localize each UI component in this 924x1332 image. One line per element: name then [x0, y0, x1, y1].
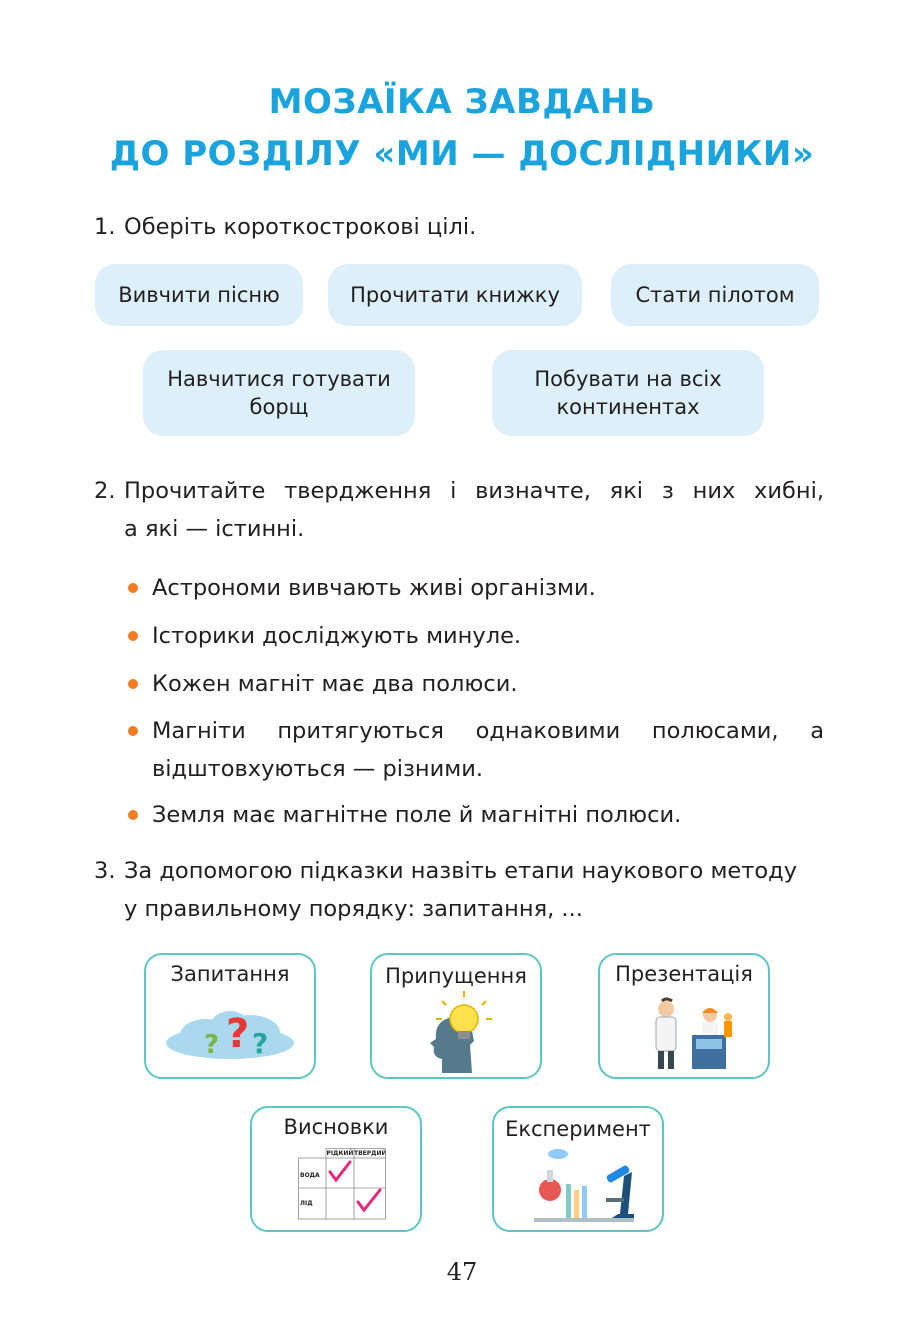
- svg-text:?: ?: [252, 1027, 269, 1060]
- card-conclusions: [250, 1106, 422, 1232]
- title-line-2: ДО РОЗДІЛУ «МИ — ДОСЛІДНИКИ»: [109, 134, 815, 174]
- table-header-liquid: РІДКИЙ: [326, 1150, 354, 1157]
- title-line-1: МОЗАЇКА ЗАВДАНЬ: [268, 82, 656, 122]
- goal-pill[interactable]: Прочитати книжку: [328, 264, 582, 326]
- statement-text: Магніти притягуються однаковими полюсами, а відштовхуються — різними.: [152, 718, 824, 782]
- statement-item: [128, 712, 824, 788]
- lightbulb-head-icon: [372, 987, 540, 1075]
- goal-pill[interactable]: [492, 350, 764, 436]
- task-3-text-line-2: у правильному порядку: запитання, ...: [124, 896, 583, 922]
- task-2-text-line-2: а які — істинні.: [124, 516, 305, 542]
- table-row-water: ВОДА: [300, 1172, 320, 1179]
- goal-pill[interactable]: Вивчити пісню: [95, 264, 303, 326]
- table-header-solid: ТВЕРДИЙ: [354, 1150, 387, 1157]
- page-title: [0, 76, 924, 180]
- goal-pill-text: Навчитися готувати борщ: [167, 367, 391, 419]
- card-label: Висновки: [283, 1115, 389, 1139]
- card-label: Припущення: [385, 964, 527, 988]
- bullet-dot-icon: [128, 810, 138, 820]
- svg-text:?: ?: [226, 1011, 250, 1057]
- statement-text: Кожен магніт має два полюси.: [152, 671, 518, 697]
- bullet-dot-icon: [128, 583, 138, 593]
- svg-text:?: ?: [204, 1030, 220, 1060]
- card-question: [144, 953, 316, 1079]
- page-number: 47: [446, 1258, 478, 1286]
- task-3-number: 3.: [94, 858, 116, 884]
- task-2-text-line-1: Прочитайте твердження і визначте, які з них хибні,: [124, 478, 824, 504]
- table-grid: [298, 1148, 386, 1220]
- statement-text: Історики досліджують минуле.: [152, 623, 522, 649]
- scientists-icon: [600, 987, 768, 1075]
- lab-equipment-icon: [494, 1140, 662, 1228]
- card-label: Експеримент: [505, 1117, 651, 1141]
- task-3-text-line-1: За допомогою підказки назвіть етапи наукового методу: [124, 858, 798, 884]
- task-3-prompt: [94, 852, 834, 932]
- goal-pill[interactable]: Стати пілотом: [611, 264, 819, 326]
- card-label: Запитання: [170, 962, 290, 986]
- task-1-number: 1.: [94, 214, 116, 240]
- task-2-prompt: [94, 472, 824, 552]
- card-experiment: [492, 1106, 664, 1232]
- question-cloud-icon: [146, 987, 314, 1075]
- statement-text: Земля має магнітне поле й магнітні полюси.: [152, 802, 682, 828]
- bullet-dot-icon: [128, 631, 138, 641]
- statement-text: Астрономи вивчають живі організми.: [152, 575, 596, 601]
- bullet-dot-icon: [128, 726, 138, 736]
- task-1-prompt: [94, 208, 834, 246]
- card-hypothesis: [370, 953, 542, 1079]
- table-row-ice: ЛІД: [300, 1200, 313, 1207]
- card-presentation: [598, 953, 770, 1079]
- goal-pill[interactable]: [143, 350, 415, 436]
- card-label: Презентація: [615, 962, 753, 986]
- bullet-dot-icon: [128, 679, 138, 689]
- results-table-icon: [298, 1148, 386, 1220]
- task-1-text: Оберіть короткострокові цілі.: [124, 214, 477, 240]
- goal-pill-text: Побувати на всіх континентах: [534, 367, 722, 419]
- task-2-number: 2.: [94, 478, 116, 504]
